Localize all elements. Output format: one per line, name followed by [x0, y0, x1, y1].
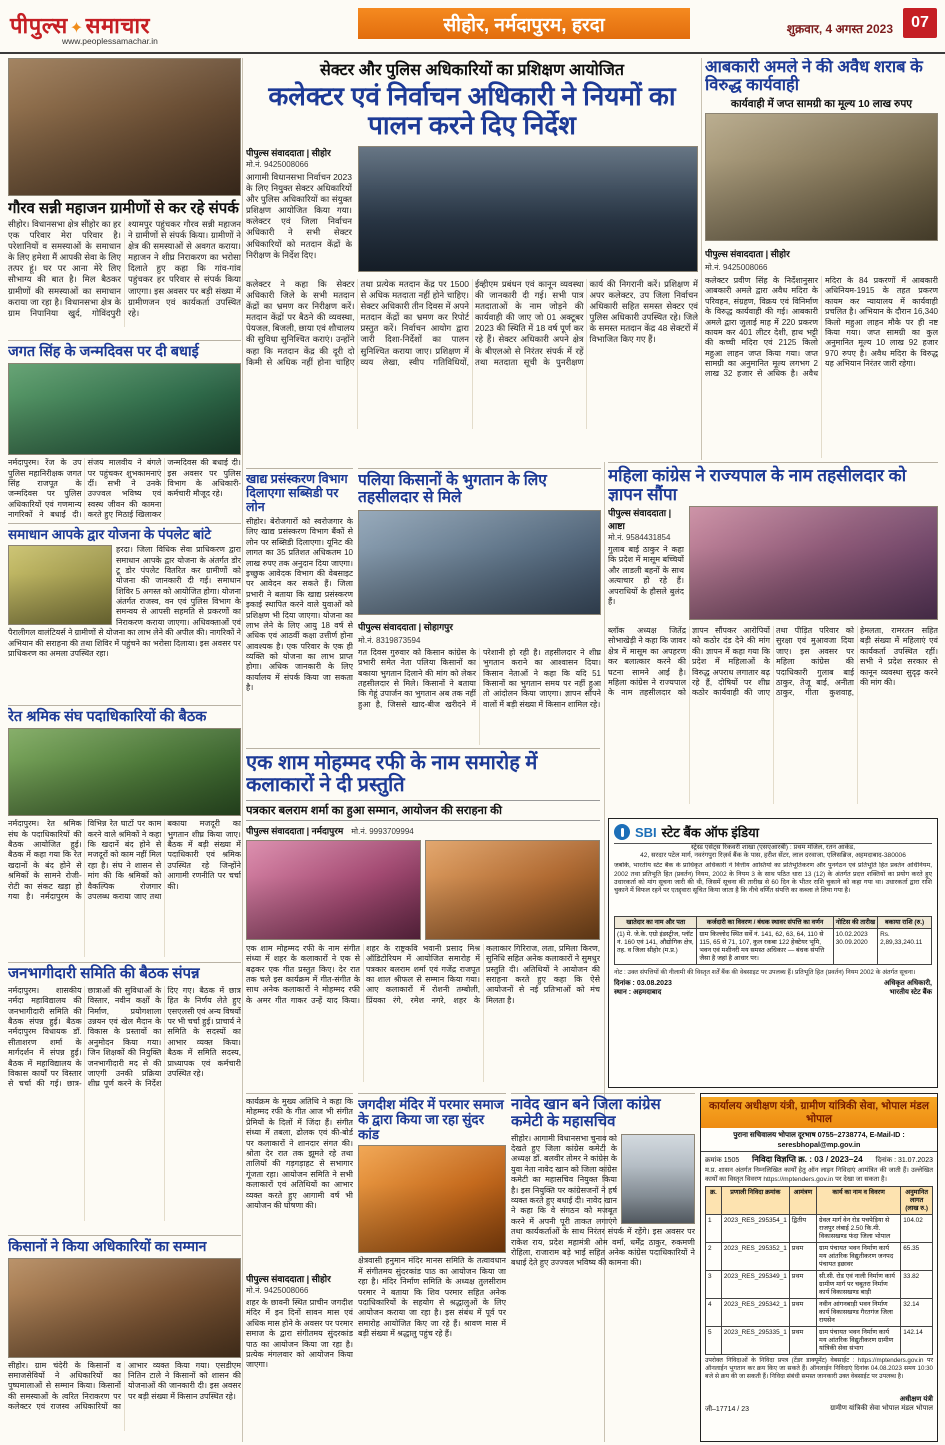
byline-phone: मो.नं. 9584431854 [608, 533, 671, 543]
table-cell: 5 [706, 1327, 722, 1355]
article-ret-shramik [8, 705, 241, 959]
headline: किसानों ने किया अधिकारियों का सम्मान [8, 1238, 207, 1254]
sbi-notice-text: जबकि, भारतीय स्टेट बैंक के प्राधिकृत अधिकारी ने वित्तीय आस्तियों का प्रतिभूतिकरण और पुनर्गठन एवं प्रतिभूति हित प्रवर्तन अधिनियम, 2002 तथा प्रतिभूति हित (प्रवर्तन) नियम, 2002 के नियम 3 के साथ पठित धारा 13 (12) के अंतर्गत प्रदत्त शक्तियों का प्रयोग करते हुए उधारकर्ता को मांग सूचना जारी की थी, जिसमें सूचना की तारीख से 60 दिन के भीतर राशि चुकाने को कहा गया था। उधारकर्ता द्वारा राशि चुकाने में विफल रहने पर एतद्द्वारा सूचित किया जाता है कि नीचे वर्णित संपत्ति का कब्जा ले लिया गया है। [614, 862, 932, 895]
photo-rafi-stage-2 [425, 840, 600, 940]
table-row [706, 1243, 933, 1271]
photo-seized-liquor [705, 113, 938, 241]
table-header-cell: खातेदार का नाम और पता [615, 917, 697, 929]
byline-phone: मो.नं. 9425008066 [246, 160, 309, 170]
tender-print-code: जी–17714 / 23 [705, 1405, 749, 1413]
headline: नावेद खान बने जिला कांग्रेस कमेटी के महासचिव [511, 1096, 661, 1130]
edition-date: शुक्रवार, 4 अगस्त 2023 [786, 22, 893, 36]
article-body: क्षेत्रवासी हनुमान मंदिर मानस समिति के तत्वावधान में संगीतमय सुंदरकांड पाठ का आयोजन किया जा रहा है। मंदिर निर्माण समिति के अध्यक्ष तुलसीराम परमार ने बताया कि शिव परमार सहित अनेक पदाधिकारियों के सहयोग से श्रद्धालुओं के लिए आयोजन कराया जा रहा है। इस संबंध में पूर्व पर समारोह आयोजित किए जा रहे हैं। श्रावण मास में बड़ी संख्या में श्रद्धालु पहुंच रहे हैं। [358, 1256, 506, 1339]
sbi-sign-title: अधिकृत अधिकारी, [883, 980, 932, 988]
table-cell: सी.सी. रोड एवं नाली निर्माण कार्य ग्रामीण मार्ग पर चबूतरा निर्माण कार्य विकासखण्ड बाड़ी [817, 1271, 901, 1299]
tender-sign-title: अधीक्षण यंत्री [899, 1396, 933, 1404]
article-collector-training [246, 58, 698, 462]
table-cell: 142.14 [901, 1327, 933, 1355]
brand-left: पीपुल्स [10, 13, 68, 38]
byline-phone: मो.नं. 9425008066 [246, 1286, 309, 1295]
sbi-branch-address: स्ट्रेस्ड एसेट्स रिकवरी शाखा (एसएआरबी) : प्रथम मंजिल, रतन आर्केड, [690, 844, 856, 851]
sbi-sign-org: भारतीय स्टेट बैंक [889, 989, 932, 997]
article-body [511, 1134, 695, 1414]
article-samadhan-pamphlet [8, 523, 241, 702]
tender-date: दिनांक : 31.07.2023 [875, 1157, 933, 1165]
byline: पीपुल्स संवाददाता | सीहोर [705, 248, 790, 259]
table-cell: 1 [706, 1215, 722, 1243]
sbi-brand-name: स्टेट बैंक ऑफ इंडिया [661, 825, 760, 840]
table-header-cell: प्रणाली निविदा क्रमांक [721, 1187, 789, 1215]
article-body: नर्मदापुरम। रेत श्रमिक संघ के पदाधिकारियों की बैठक आयोजित हुई। बैठक में कहा गया कि रेत खदानों के बंद होने से श्रमिकों के सामने रोजी-रोटी का संकट खड़ा हो गया है। नर्मदापुरम के विभिन्न रेत घाटों पर काम करने वाले श्रमिकों ने कहा कि खदानें बंद होने से मजदूरों को काम नहीं मिल रहा है। संघ ने शासन से मांग की कि श्रमिकों को वैकल्पिक रोजगार उपलब्ध कराया जाए तथा बकाया मजदूरी का भुगतान शीघ्र किया जाए। बैठक में बड़ी संख्या में पदाधिकारी एवं श्रमिक उपस्थित रहे जिन्होंने आगामी रणनीति पर चर्चा की। [8, 819, 241, 901]
table-row [706, 1327, 933, 1355]
article-lead: गुलाब बाई ठाकुर ने कहा कि प्रदेश में मासूम बच्चियों और लाडली बहनों के साथ अत्याचार हो रहे हैं। अपराधियों के हौसले बुलंद हैं। [608, 545, 684, 607]
table-row [706, 1215, 933, 1243]
article-rafi-continued [246, 1093, 353, 1265]
sbi-auction-ad [608, 818, 938, 1088]
table-cell: ग्रेवल मार्ग वेन रोड पचपेड़िया से राजपुर लंबाई 2.50 कि.मी. विकासखण्ड फंदा जिला भोपाल [817, 1215, 901, 1243]
byline: पीपुल्स संवाददाता | आष्टा [608, 508, 672, 532]
table-header-cell: कर्जदारी का विवरण / बंधक स्थावर संपत्ति का वर्णन [697, 917, 833, 929]
byline-phone: मो.नं. 9425008066 [705, 262, 768, 272]
article-body: कलेक्टर ने कहा कि सेक्टर अधिकारी जिले के सभी मतदान केंद्रों का भ्रमण कर निरीक्षण करें। मतदान केंद्रों पर बैठने की व्यवस्था, पेयजल, बिजली, छाया एवं शौचालय की सुविधा सुनिश्चित कराएं। उन्होंने कहा कि मतदान केंद्र की दूरी दो किमी से अधिक नहीं होना चाहिए तथा प्रत्येक मतदान केंद्र पर 1500 से अधिक मतदाता नहीं होने चाहिए। सेक्टर अधिकारी तीन दिवस में अपने मतदान केंद्रों का भ्रमण कर रिपोर्ट प्रस्तुत करें। निर्वाचन आयोग द्वारा जारी दिशा-निर्देशों का पालन सुनिश्चित कराया जाए। प्रशिक्षण में व्यय लेखा, स्वीप गतिविधियों, ईव्हीएम प्रबंधन एवं कानून व्यवस्था की जानकारी दी गई। सभी पात्र मतदाताओं के नाम जोड़ने की कार्यवाही की जाए जो 01 अक्टूबर 2023 की स्थिति में 18 वर्ष पूर्ण कर रहे हैं। सेक्टर अधिकारी अपने क्षेत्र के बीएलओ से निरंतर संपर्क में रहें तथा मतदाता सूची के पुनरीक्षण कार्य की निगरानी करें। प्रशिक्षण में अपर कलेक्टर, उप जिला निर्वाचन अधिकारी सहित समस्त सेक्टर एवं पुलिस अधिकारी उपस्थित रहे। जिले के समस्त मतदान केंद्र 48 सेक्टरों में विभाजित किए गए हैं। [246, 279, 698, 367]
brand-diamond-icon: ✦ [69, 20, 84, 37]
column-rule [701, 58, 702, 460]
table-cell: 65.35 [901, 1243, 933, 1271]
column-rule [242, 58, 243, 1442]
sbi-date-place [614, 979, 672, 997]
byline: पीपुल्स संवाददाता | सोहागपुर [358, 621, 453, 632]
photo-birthday-greeting [8, 363, 241, 455]
article-text: सीहोर। आगामी विधानसभा चुनाव को देखते हुए जिला कांग्रेस कमेटी के अध्यक्ष डॉ. बलवीर तोमर ने कांग्रेस के युवा नेता नावेद खान को जिला कांग्रेस कमेटी का महासचिव नियुक्त किया है। इस नियुक्ति पर कांग्रेसजनों ने हर्ष व्यक्त करते हुए बधाई दी। नावेद खान ने कहा कि वे संगठन को मजबूत करने में अपनी पूरी ताकत लगाएंगे तथा कार्यकर्ताओं के साथ निरंतर संपर्क में रहेंगे। इस अवसर पर राकेश राय, प्रदेश महामंत्री ओम वर्मा, धर्मेंद्र ठाकुर, रुकमणी रोहिला, राजाराम बड़े भाई सहित अनेक कांग्रेस पदाधिकारियों ने बधाई देते हुए उज्ज्वल भविष्य की कामना की। [511, 1133, 695, 1268]
headline: कलेक्टर एवं निर्वाचन अधिकारी ने नियमों का पालन करने दिए निर्देश [268, 81, 676, 141]
article-paliya-farmers [358, 468, 601, 745]
photo-training-hall [358, 146, 698, 272]
tender-intro: म.प्र. शासन अंतर्गत निम्नलिखित कार्यों हेतु ऑन लाइन निविदाएं आमंत्रित की जाती हैं। उल्लेखित कार्यों का विस्तृत विवरण https://mptenders.gov.in पर देखा जा सकता है। [705, 1167, 933, 1183]
table-cell: ग्राम पंचायत भवन निर्माण कार्य मय आंतरिक विद्युतीकरण जनपद पंचायत इछावर [817, 1243, 901, 1271]
article-body: नर्मदापुरम। शासकीय नर्मदा महाविद्यालय की जनभागीदारी समिति की बैठक संपन्न हुई। बैठक नर्मदापुरम विधायक डॉ. सीताशरण शर्मा के मार्गदर्शन में संपन्न हुई। बैठक में महाविद्यालय के विकास कार्यों पर विस्तार से चर्चा की गई। छात्र-छात्राओं की सुविधाओं के विस्तार, नवीन कक्षों के निर्माण, प्रयोगशाला उन्नयन एवं खेल मैदान के विकास के प्रस्तावों का अनुमोदन किया गया। जिन शिक्षकों की नियुक्ति जनभागीदारी मद से की जाएगी उनकी प्रक्रिया शीघ्र पूर्ण करने के निर्देश दिए गए। बैठक में छात्र हित के निर्णय लेते हुए एसएलसी एवं अन्य विषयों पर भी चर्चा हुई। प्राचार्य ने समिति के सदस्यों का आभार व्यक्त किया। बैठक में समिति सदस्य, प्राध्यापक एवं कर्मचारी उपस्थित रहे। [8, 985, 241, 1089]
table-header-cell: बकाया राशि (रु.) [878, 917, 932, 929]
due-date: 30.09.2020 [835, 938, 868, 946]
headline: जगत सिंह के जन्मदिवस पर दी बधाई [8, 344, 199, 360]
table-cell: Rs. 2,89,33,240.11 [878, 929, 932, 965]
table-header-cell: नोटिस की तारीख [833, 917, 877, 929]
table-cell: प्रथम [789, 1299, 816, 1327]
table-cell: 104.02 [901, 1215, 933, 1243]
article-body: ब्लॉक अध्यक्ष जितेंद्र सोभाखेड़ी ने कहा कि जावर क्षेत्र में मासूम का अपहरण कर बलात्कार करने की घटना सामने आई है। महिला कांग्रेस ने राज्यपाल के नाम तहसीलदार को ज्ञापन सौंपकर आरोपियों को कठोर दंड देने की मांग की। ज्ञापन में कहा गया कि प्रदेश में महिलाओं के विरुद्ध अपराध लगातार बढ़ रहे हैं, दोषियों पर शीघ्र कठोर कार्यवाही की जाए तथा पीड़ित परिवार को सुरक्षा एवं मुआवजा दिया जाए। इस अवसर पर महिला कांग्रेस की पदाधिकारी गुलाब बाई ठाकुर, तेजू बाई, अनीता ठाकुर, गीता कुशवाह, हेमलता, रामरतन सहित बड़ी संख्या में महिलाएं एवं कार्यकर्ता उपस्थित रहीं। सभी ने प्रदेश सरकार से कानून व्यवस्था सुदृढ़ करने की मांग की। [608, 626, 938, 698]
article-body: कार्यक्रम के मुख्य अतिथि ने कहा कि मोहम्मद रफी के गीत आज भी संगीत प्रेमियों के दिलों में जिंदा हैं। संगीत संध्या में तबला, ढोलक एवं की-बोर्ड पर कलाकारों ने शानदार संगत की। श्रोता देर रात तक झूमते रहे तथा तालियों की गड़गड़ाहट से सभागार गूंजता रहा। आयोजन समिति ने सभी कलाकारों एवं अतिथियों का आभार व्यक्त करते हुए आगामी वर्ष भी आयोजन की घोषणा की। [246, 1097, 353, 1210]
tender-note: उपरोक्त निविदाओं के निविदा प्रपत्र (टेंडर डाक्यूमेंट) वेबसाईट : https://mptenders.gov.in पर ऑनलाईन भुगतान कर क्रय किए जा सकते हैं। ऑनलाईन निविदाएं दिनांक 04.08.2023 समय 10:30 बजे से क्रय की जा सकती हैं। निविदा संबंधी समस्त जानकारी उक्त वेबसाईट पर उपलब्ध है। [705, 1357, 933, 1381]
article-body: नर्मदापुरम। रेंज के उप पुलिस महानिरीक्षक जगत सिंह राजपूत के जन्मदिवस पर पुलिस अधिकारियों एवं गणमान्य नागरिकों ने बधाई दी। संजय मालवीय ने बंगले पर पहुंचकर शुभकामनाएं दीं। सभी ने उनके उज्ज्वल भविष्य एवं स्वस्थ जीवन की कामना करते हुए मिठाई खिलाकर जन्मदिवस की बधाई दी। इस अवसर पर पुलिस विभाग के अधिकारी-कर्मचारी मौजूद रहे। [8, 458, 241, 520]
byline: पीपुल्स संवाददाता | सीहोर [246, 1274, 331, 1284]
article-body: सीहोर। विधानसभा क्षेत्र सीहोर का हर एक परिवार मेरा परिवार है। परेशानियों व समस्याओं के समाधान के लिए हमेशा मैं आपकी सेवा के लिए तत्पर हूं। घर पर आना मेरे लिए सौभाग्य की बात है। मिल बैठकर ग्रामीणों की समस्याओं का समाधान कराया जा रहा है। विधानसभा क्षेत्र के ग्राम निपानिया खुर्द, गोविंदपुरी श्यामपुर पहुंचकर गौरव सन्नी महाजन ने ग्रामीणों से संपर्क किया। ग्रामीणों ने क्षेत्र की समस्याओं से अवगत कराया। महाजन ने शीघ्र निराकरण का भरोसा दिलाते हुए कहा कि गांव-गांव पहुंचकर हर परिवार से संपर्क किया जाएगा। इस अवसर पर बड़ी संख्या में ग्रामीणजन एवं कार्यकर्ता उपस्थित रहे। [8, 219, 241, 318]
table-cell: 2023_RES_295352_1 [721, 1243, 789, 1271]
table-header-cell: अनुमानित लागत (लाख रु.) [901, 1187, 933, 1215]
article-text: हरदा। जिला विधिक सेवा प्राधिकरण द्वारा समाधान आपके द्वार योजना के अंतर्गत डोर टू डोर पंपलेट वितरित कर ग्रामीणों को योजना की जानकारी दी गई। समाधान शिविर 5 अगस्त को आयोजित होगा। योजना अंतर्गत राजस्व, वन एवं पुलिस विभाग के समन्वय से आपसी सहमति से प्रकरणों का निराकरण कराया जाएगा। अधिवक्ताओं एवं पैरालीगल वालंटियर्स ने ग्रामीणों से योजना का लाभ लेने की अपील की। नागरिकों ने अभियान की सराहना की तथा शिविर में पहुंचने का भरोसा दिलाया। इस अवसर पर प्राधिकरण का अमला उपस्थित रहा। [8, 545, 241, 659]
article-kisan-samman [8, 1235, 241, 1437]
sbi-logo-icon [614, 824, 630, 840]
article-body: कलेक्टर प्रवीण सिंह के निर्देशानुसार आबकारी अमले द्वारा अवैध मदिरा के परिवहन, संग्रहण, विक्रय एवं विनिर्माण के विरुद्ध कार्यवाही की गई। आबकारी अमले द्वारा जुलाई माह में 220 प्रकरण कायम कर 401 लीटर देशी, हाथ भट्टी की कच्ची मदिरा एवं 2125 किलो महुआ लाहन जप्त किया गया। जप्त सामग्री का अनुमानित मूल्य लगभग 2 लाख 32 हजार से अधिक है। अवैध मदिरा के 84 प्रकरणों में आबकारी अधिनियम-1915 के तहत प्रकरण कायम कर न्यायालय में कार्यवाही प्रचलित है। अभियान के दौरान 16,340 किलो महुआ लाहन मौके पर ही नष्ट किया गया। जप्त सामग्री का कुल अनुमानित मूल्य 10 लाख 92 हजार 970 रुपए है। अवैध मदिरा के विरुद्ध यह अभियान निरंतर जारी रहेगा। [705, 275, 938, 379]
sbi-date: दिनांक : 03.08.2023 [614, 980, 672, 988]
headline: एक शाम मोहम्मद रफी के नाम समारोह में कलाकारों ने दी प्रस्तुति [246, 752, 538, 797]
sbi-note: नोट : उक्त संपत्तियों की नीलामी की विस्तृत शर्तें बैंक की वेबसाइट पर उपलब्ध हैं। प्रतिभूति हित (प्रवर्तन) नियम 2002 के अंतर्गत सूचना। [614, 969, 916, 977]
byline: पीपुल्स संवाददाता | सीहोर [246, 148, 331, 159]
byline-phone: मो.नं. 8319873594 [358, 635, 421, 645]
photo-sunderkand-path [358, 1145, 506, 1253]
table-cell: प्रथम [789, 1271, 816, 1299]
photo-farmers-felicitation [8, 1258, 241, 1358]
sbi-auction-table [614, 916, 932, 965]
tender-sign-org: ग्रामीण यांत्रिकी सेवा भोपाल मंडल भोपाल [830, 1405, 933, 1413]
kicker: सेक्टर और पुलिस अधिकारियों का प्रशिक्षण आयोजित [320, 62, 624, 79]
headline: गौरव सन्नी महाजन ग्रामीणों से कर रहे संपर्क [8, 200, 239, 217]
table-cell: ग्राम किल्लोद स्थित सर्वे नं. 141, 62, 63, 64, 110 से 115, 65 से 71, 107, कुल रकबा 122 हेक्टेयर भूमि, भवन एवं मशीनरी मय समस्त अधिकार — बंधक संपत्ति जैसा है जहां है आधार पर। [697, 929, 833, 965]
table-header-cell: आमंत्रण [789, 1187, 816, 1215]
article-khadya-loan [246, 468, 353, 745]
sbi-brand-short: SBI [635, 824, 657, 840]
sbi-keyhole-icon [621, 828, 624, 837]
article-lead: आगामी विधानसभा निर्वाचन 2023 के लिए नियुक्त सेक्टर अधिकारियों और पुलिस अधिकारियों का संयुक्त प्रशिक्षण आयोजित किया गया। कलेक्टर एवं जिला निर्वाचन अधिकारी ने सभी सेक्टर अधिकारियों को मतदान केंद्रों के निरीक्षण के निर्देश दिए। [246, 172, 352, 260]
table-header-row [615, 917, 932, 929]
sbi-signature [884, 979, 932, 997]
article-jagdish-temple [358, 1093, 506, 1437]
article-jagdish-left-column [246, 1272, 353, 1437]
table-cell: 3 [706, 1271, 722, 1299]
photo-naved-portrait [621, 1134, 695, 1224]
table-cell: प्रथम [789, 1243, 816, 1271]
tender-table [705, 1186, 933, 1355]
headline: खाद्य प्रसंस्करण विभाग दिलाएगा सब्सिडी पर लोन [246, 472, 348, 514]
subheadline: कार्यवाही में जप्त सामग्री का मूल्य 10 लाख रुपए [730, 97, 913, 110]
table-cell: द्वितीय [789, 1215, 816, 1243]
table-cell [833, 929, 877, 965]
headline: समाधान आपके द्वार योजना के पंपलेट बांटे [8, 527, 212, 542]
headline: पलिया किसानों के भुगतान के लिए तहसीलदार से मिले [358, 472, 547, 507]
tender-notice [700, 1093, 938, 1442]
photo-union-meeting [8, 728, 241, 816]
byline: पीपुल्स संवाददाता | नर्मदापुरम [246, 825, 344, 836]
photo-rafi-stage-1 [246, 840, 421, 940]
sbi-place: स्थान : अहमदाबाद [614, 989, 662, 997]
table-header-cell: क्र. [706, 1187, 722, 1215]
table-header-row [706, 1187, 933, 1215]
photo-tehsildar-meeting [358, 510, 601, 615]
table-cell: 2 [706, 1243, 722, 1271]
table-cell: ग्राम पंचायत भवन निर्माण कार्य मय आंतरिक विद्युतीकरण ग्रामीण यांत्रिकी सेवा संभाग [817, 1327, 901, 1355]
masthead-rule [0, 52, 945, 54]
article-body: एक शाम मोहम्मद रफी के नाम संगीत संध्या में शहर के कलाकारों ने एक से बढ़कर एक गीत प्रस्तुत किए। देर रात तक चले इस कार्यक्रम में गीत-संगीत के साथ अनेक कलाकारों ने मोहम्मद रफी के अमर गीत गाकर उन्हें याद किया। शहर के राष्ट्रकवि भवानी प्रसाद मिश्र ऑडिटोरियम में आयोजित समारोह में पत्रकार बलराम शर्मा एवं गजेंद्र राजपूत का शाल श्रीफल से सम्मान किया गया। आए कलाकारों में रोशनी तम्बोली, प्रिंयका रंगे, रमेश नगरे, शहर के कलाकार गिरिराज, लता, प्रमिला किरण, सुनिधि सहित अनेक कलाकारों ने सुमधुर प्रस्तुति दी। अतिथियों ने आयोजन की सराहना करते हुए कहा कि ऐसे आयोजनों से नई प्रतिभाओं को मंच मिलता है। [246, 943, 600, 1005]
table-cell: 2023_RES_295349_1 [721, 1271, 789, 1299]
article-rafi-evening [246, 748, 600, 1088]
article-body: सीहोर। बेरोजगारों को स्वरोजगार के लिए खाद्य प्रसंस्करण विभाग बैंकों से लोन पर सब्सिडी दिलाएगा। यूनिट की लागत का 35 प्रतिशत अधिकतम 10 लाख रुपए तक अनुदान दिया जाएगा। इच्छुक आवेदक विभाग की वेबसाइट पर आवेदन कर सकते हैं। जिला प्रभारी ने बताया कि खाद्य प्रसंस्करण इकाई स्थापित करने वाले युवाओं को प्रशिक्षण भी दिया जाएगा। योजना का लाभ लेने के लिए आयु 18 वर्ष से अधिक एवं आठवीं कक्षा उत्तीर्ण होना आवश्यक है। एक परिवार के एक ही व्यक्ति को योजना का लाभ प्राप्त होगा। अधिक जानकारी के लिए कार्यालय में संपर्क किया जा सकता है। [246, 517, 353, 693]
article-jagat-singh [8, 340, 241, 520]
tender-contact: पुराना सचिवालय भोपाल दूरभाष 0755–2738774, E-Mail-ID : seresbhopal@mp.gov.in [701, 1128, 937, 1152]
table-row [706, 1299, 933, 1327]
sbi-branch-address: 42, सरदार पटेल मार्ग, नवरंगपुरा रिज़र्व बैंक के पास, हरीश सेंटर, लाल दरवाजा, एलिसब्रिज, अहमदाबाद-380006 [640, 852, 906, 860]
article-mahila-congress [608, 462, 938, 814]
headline: जनभागीदारी समिति की बैठक संपन्न [8, 965, 200, 982]
table-cell: 2023_RES_295342_1 [721, 1299, 789, 1327]
byline-phone: मो.नं. 9993709994 [351, 826, 414, 836]
headline: जगदीश मंदिर में परमार समाज के द्वारा किया जा रहा सुंदर कांड [358, 1097, 504, 1143]
tender-office: कार्यालय अधीक्षण यंत्री, ग्रामीण यांत्रिकी सेवा, भोपाल मंडल भोपाल [701, 1097, 937, 1128]
headline: आबकारी अमले ने की अवैध शराब के विरुद्ध कार्यवाही [705, 58, 923, 95]
article-body: शहर के छावनी स्थित प्राचीन जगदीश मंदिर में इन दिनों सावन मास एवं अधिक मास होने के अवसर पर परमार समाज के द्वारा संगीतमय सुंदरकांड पाठ का आयोजन किया जा रहा है। प्रत्येक मंगलवार को आयोजन किया जाएगा। [246, 1298, 353, 1370]
table-cell: 32.14 [901, 1299, 933, 1327]
headline: रेत श्रमिक संघ पदाधिकारियों की बैठक [8, 709, 207, 725]
tender-notice-no: निविदा विज्ञप्ति क्र. : 03 / 2023–24 [752, 1154, 863, 1165]
region-banner: सीहोर, नर्मदापुरम, हरदा [358, 8, 690, 39]
table-row [615, 929, 932, 965]
table-cell: प्रथम [789, 1327, 816, 1355]
page-number: 07 [903, 8, 937, 38]
notice-date: 10.02.2023 [835, 930, 868, 938]
headline: महिला कांग्रेस ने राज्यपाल के नाम तहसीलदार को ज्ञापन सौंपा [608, 466, 907, 505]
photo-memorandum-women [689, 506, 938, 620]
table-cell: नवीन आंगनबाड़ी भवन निर्माण कार्य विकासखण्ड गैरतगंज जिला रायसेन [817, 1299, 901, 1327]
table-header-cell: कार्य का नाम व विवरण [817, 1187, 901, 1215]
article-body: सीहोर। ग्राम चंदेरी के किसानों व समाजसेवियों ने अधिकारियों का पुष्पमालाओं से सम्मान किया। किसानों की समस्याओं के त्वरित निराकरण पर कलेक्टर एवं राजस्व अधिकारियों का आभार व्यक्त किया गया। एसडीएम नितिन टाले ने किसानों को शासन की योजनाओं की जानकारी दी। इस अवसर पर बड़ी संख्या में किसान उपस्थित रहे। [8, 1360, 241, 1412]
photo-pamphlet-distribution [8, 545, 112, 625]
article-body: गत दिवस गुरुवार को किसान कांग्रेस के प्रभारी समेत नेता पलिया किसानों का बकाया भुगतान दिलाने की मांग को लेकर तहसीलदार से मिले। किसानों ने बताया कि गेहूं उपार्जन का भुगतान अब तक नहीं हुआ है, जिससे खाद-बीज खरीदने में परेशानी हो रही है। तहसीलदार ने शीघ्र भुगतान कराने का आश्वासन दिया। किसान नेताओं ने कहा कि यदि 51 किसानों का भुगतान समय पर नहीं हुआ तो आंदोलन किया जाएगा। ज्ञापन सौंपने वालों में बड़ी संख्या में किसान शामिल रहे। [358, 647, 601, 709]
table-row [706, 1271, 933, 1299]
tender-ref: क्रमांक 1505 [705, 1157, 740, 1165]
table-cell: 2023_RES_295335_1 [721, 1327, 789, 1355]
table-cell: 33.82 [901, 1271, 933, 1299]
photo-village-meeting [8, 58, 241, 196]
table-cell: 2023_RES_295354_1 [721, 1215, 789, 1243]
subheadline: पत्रकार बलराम शर्मा का हुआ सम्मान, आयोजन की सराहना की [246, 800, 600, 821]
article-abkari [705, 58, 938, 458]
article-naved-khan [511, 1093, 695, 1437]
tender-signature [830, 1396, 933, 1414]
brand-website: www.peoplessamachar.in [62, 36, 158, 46]
article-janbhagidari [8, 962, 241, 1232]
brand-right: समाचार [85, 13, 151, 38]
article-gaurav-mahajan [8, 58, 241, 337]
table-cell: 4 [706, 1299, 722, 1327]
article-body [8, 545, 241, 690]
table-cell: (1) मे. जे.के. एग्रो इंडस्ट्रीज, प्लॉट नं. 160 एवं 141, औद्योगिक क्षेत्र, तह. व जिला सीहोर (म.प्र.) [615, 929, 697, 965]
